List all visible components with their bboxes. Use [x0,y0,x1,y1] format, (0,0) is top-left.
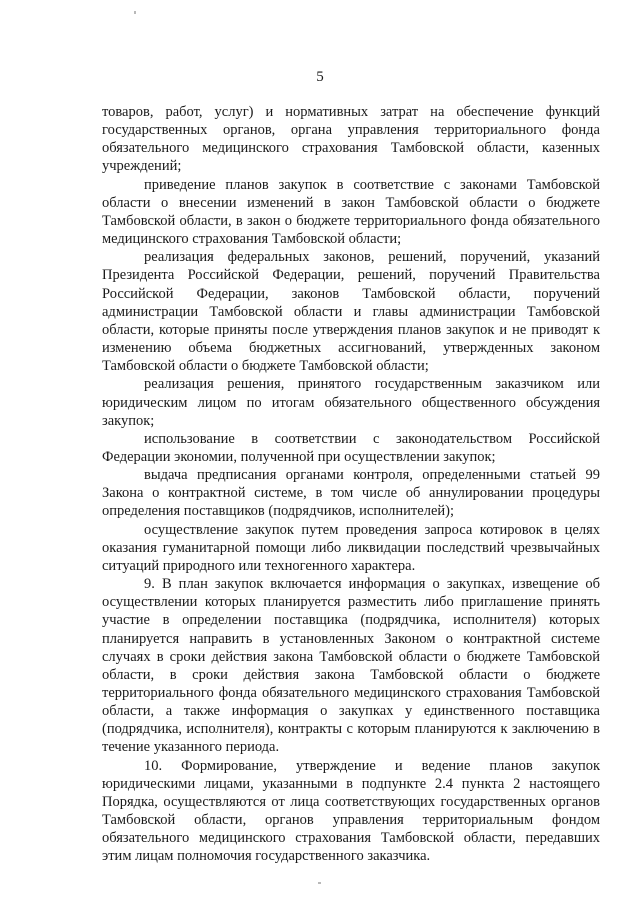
list-item: приведение планов закупок в соответствие с законами Тамбовской области о внесении изменений в закон Тамбовской области о бюджете Тамбовской области, в закон о бюджете территориального фонда обязательного медицинского страхования Тамбовской области; [102,176,600,248]
scan-speck [318,882,321,884]
page-number: 5 [316,69,324,85]
document-body [102,103,600,866]
list-item: реализация решения, принятого государственным заказчиком или юридическим лицом по итогам обязательного общественного обсуждения закупок; [102,376,600,429]
scan-speck [134,11,136,14]
clause-10: 10. Формирование, утверждение и ведение планов закупок юридическими лицами, указанными в подпункте 2.4 пункта 2 настоящего Порядка, осуществляются от лица соответствующих государственных органов Тамбовской области, органов управления территориальным фондом обязательного медицинского страхования Тамбовской области, передавших этим лицам полномочия государственного заказчика. [102,757,600,865]
list-item: реализация федеральных законов, решений, поручений, указаний Президента Российской Федерации, решений, поручений Правительства Российской Федерации, законов Тамбовской области, поручений администрации Тамбовской области и главы администрации Тамбовской области, которые приняты после утверждения планов закупок и не приводят к изменению объема бюджетных ассигнований, утвержденных законом Тамбовской области о бюджете Тамбовской области; [102,249,600,375]
list-item: осуществление закупок путем проведения запроса котировок в целях оказания гуманитарной помощи либо ликвидации последствий чрезвычайных ситуаций природного или техногенного характера. [102,521,600,574]
list-item: использование в соответствии с законодательством Российской Федерации экономии, полученной при осуществлении закупок; [102,430,600,465]
clause-9: 9. В план закупок включается информация о закупках, извещение об осуществлении которых планируется разместить либо приглашение принять участие в определении поставщика (подрядчика, исполнителя) которых планируется направить в установленных Законом о контрактной системе случаях в сроки действия закона Тамбовской области о бюджете Тамбовской области, в сроки действия закона Тамбовской области о бюджете территориального фонда обязательного медицинского страхования Тамбовской области, а также информация о закупках у единственного поставщика (подрядчика, исполнителя), контракты с которым планируются к заключению в течение указанного периода. [102,576,600,756]
list-item: выдача предписания органами контроля, определенными статьей 99 Закона о контрактной системе, в том числе об аннулировании процедуры определения поставщиков (подрядчиков, исполнителей); [102,467,600,520]
paragraph-continuation: товаров, работ, услуг) и нормативных затрат на обеспечение функций государственных органов, органа управления территориального фонда обязательного медицинского страхования Тамбовской области, казенных учреждений; [102,104,600,175]
